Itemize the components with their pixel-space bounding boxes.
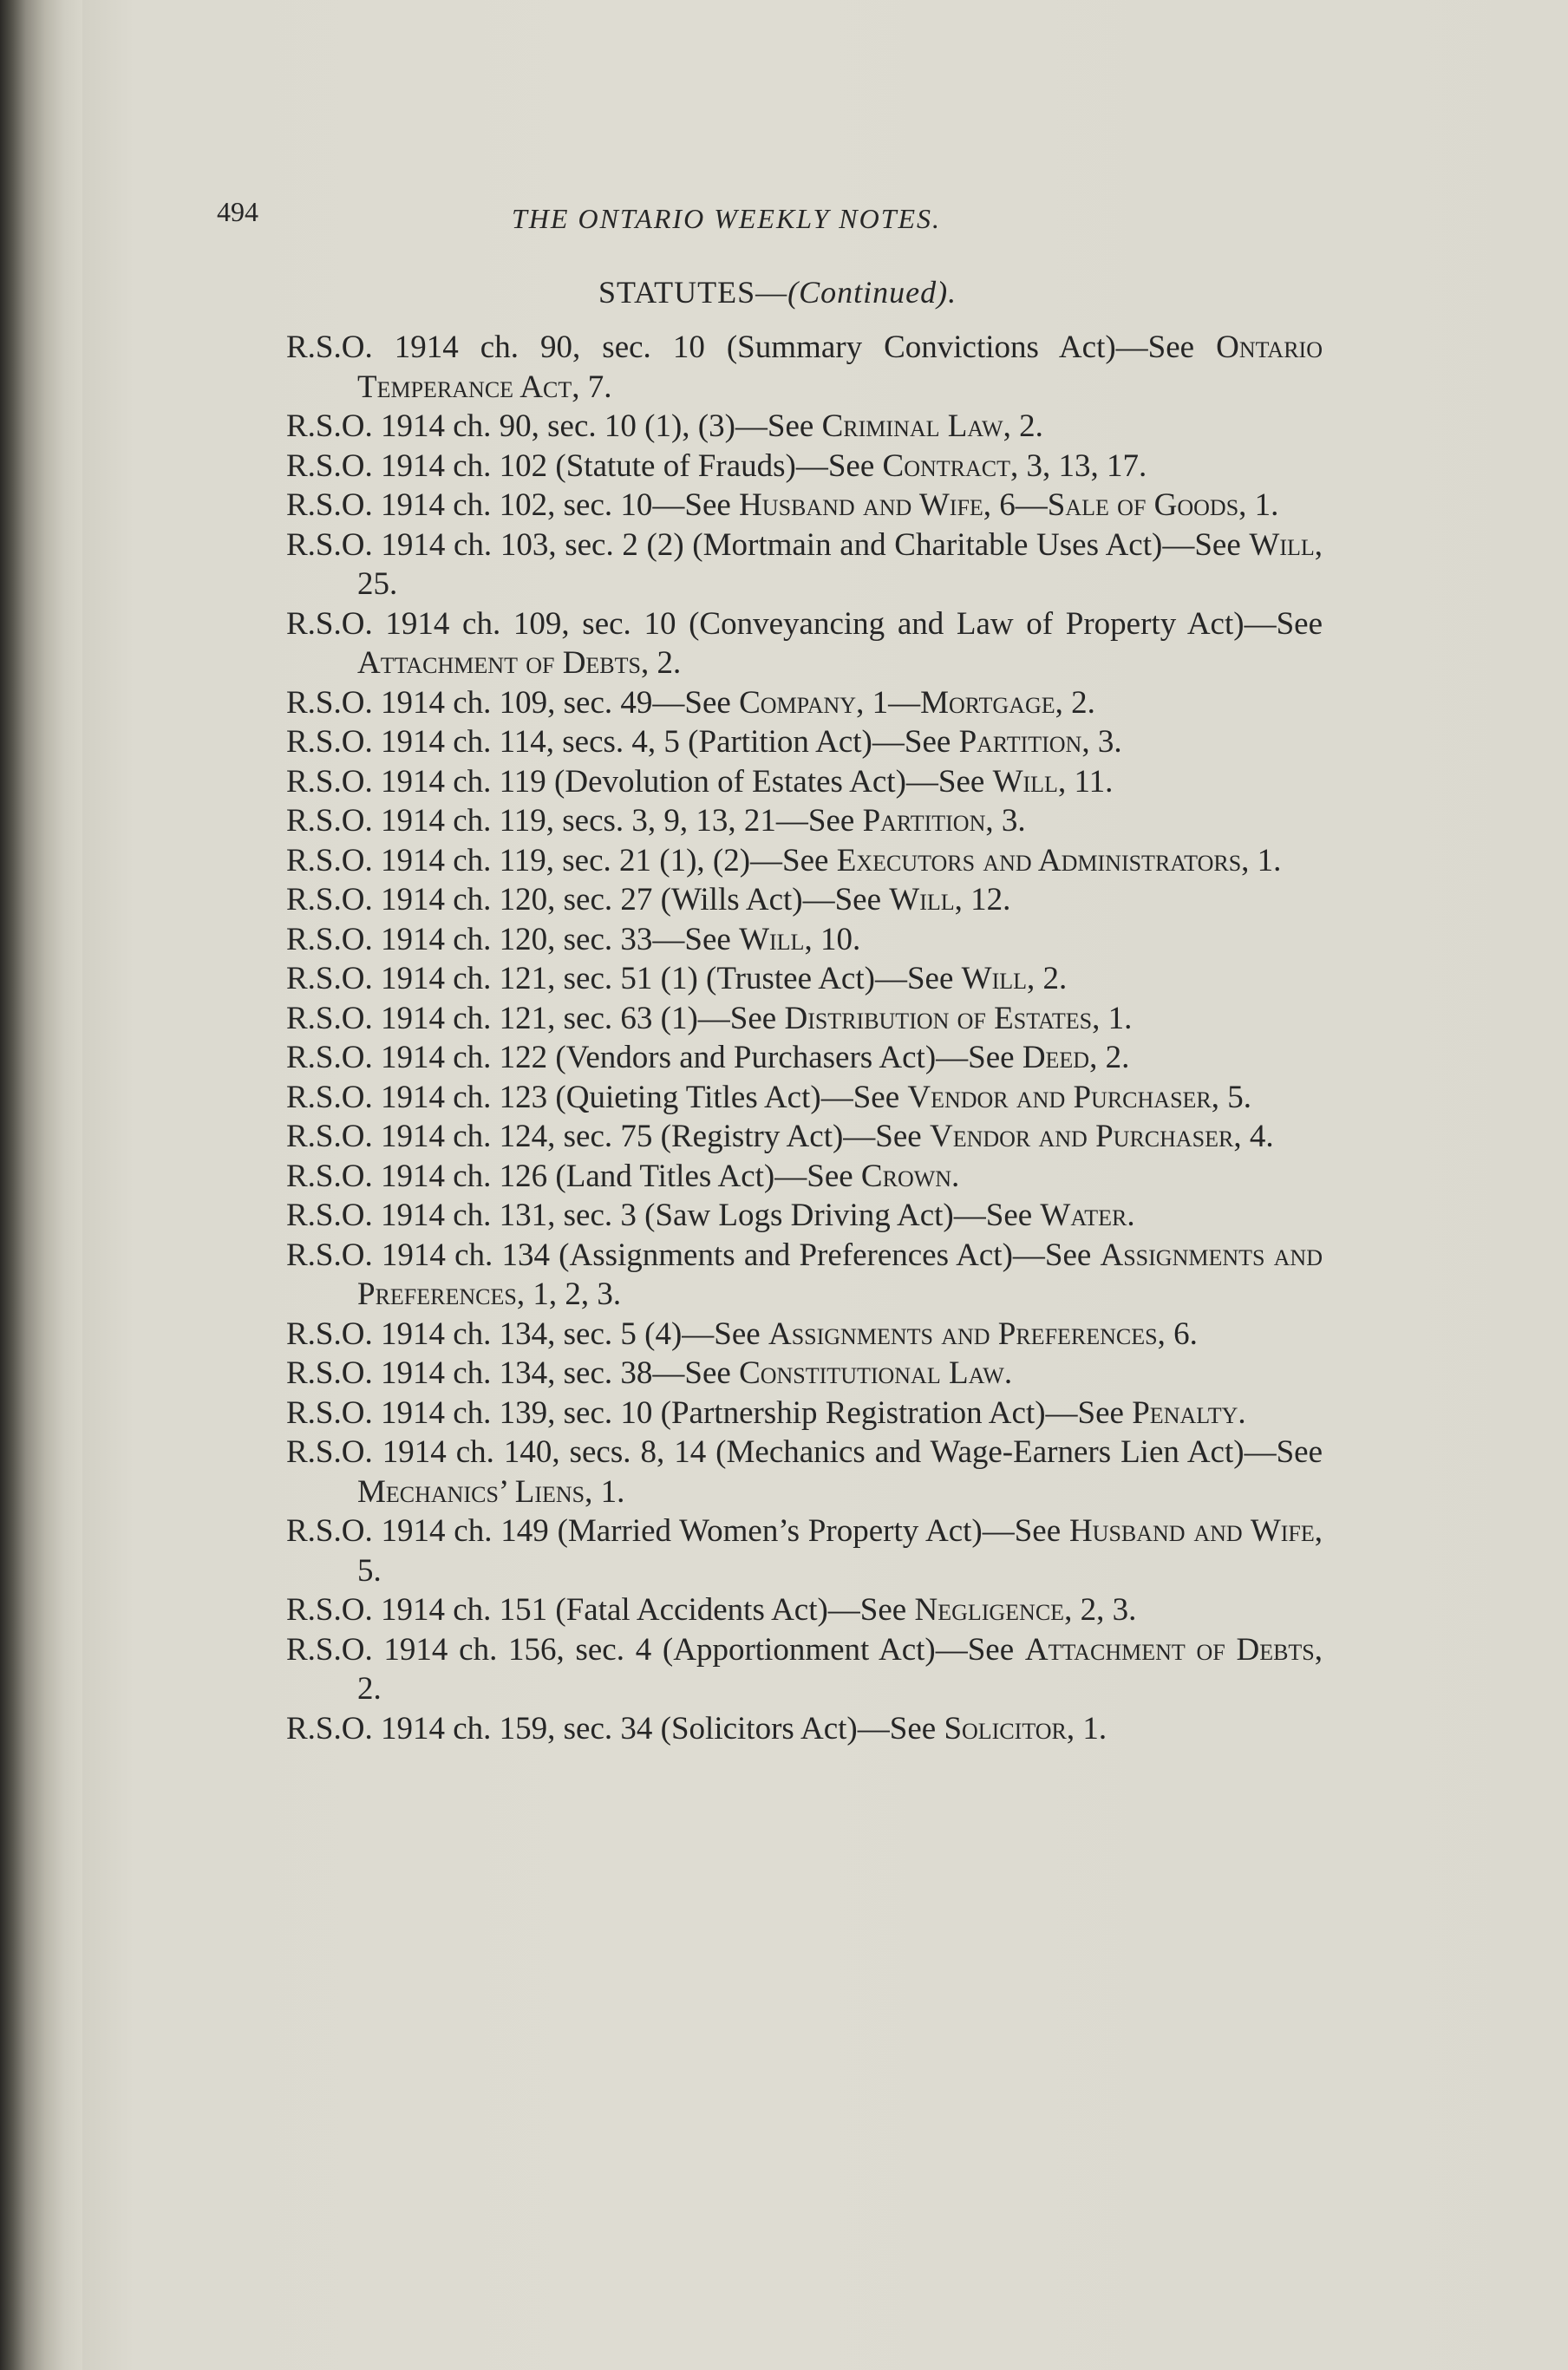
entry-tail: , 2.: [1027, 961, 1068, 996]
entry-text: R.S.O. 1914 ch. 134, sec. 5 (4)—See: [286, 1316, 768, 1352]
statute-entry: [286, 1354, 1323, 1394]
statute-entry: [286, 486, 1323, 526]
entry-reference: Assignments and Preferences: [357, 1237, 1323, 1312]
statute-entry: [286, 1078, 1323, 1118]
entry-tail: , 11.: [1057, 763, 1114, 800]
statute-entry: [286, 801, 1323, 841]
statute-entry: [286, 1590, 1323, 1630]
entry-tail: , 1—: [856, 684, 921, 721]
entry-reference: Will: [961, 961, 1027, 996]
entry-tail: , 3.: [1081, 724, 1122, 760]
entry-reference-second: Sale of Goods: [1047, 487, 1239, 523]
statute-entry: [286, 762, 1323, 802]
entry-reference: Solicitor: [944, 1710, 1067, 1746]
entry-reference: Partition: [862, 803, 986, 839]
entry-text: R.S.O. 1914 ch. 109, sec. 10 (Conveyancing and Law of Property Act)—See: [286, 605, 1323, 642]
entry-reference: Contract: [882, 447, 1010, 484]
entry-text: R.S.O. 1914 ch. 119, secs. 3, 9, 13, 21—See: [286, 803, 863, 839]
entry-text: R.S.O. 1914 ch. 121, sec. 63 (1)—See: [286, 1000, 785, 1036]
entry-text: R.S.O. 1914 ch. 134 (Assignments and Preferences Act)—See: [286, 1237, 1101, 1273]
entry-text: R.S.O. 1914 ch. 109, sec. 49—See: [286, 684, 740, 721]
statute-entry: [286, 999, 1323, 1039]
entry-reference: Husband and Wife: [1068, 1513, 1315, 1549]
statute-entry: [286, 526, 1323, 604]
entry-tail: , 1.: [1066, 1710, 1107, 1746]
entry-text: R.S.O. 1914 ch. 124, sec. 75 (Registry Act)—See: [286, 1119, 930, 1154]
statute-entry: [286, 1630, 1323, 1709]
entry-text: R.S.O. 1914 ch. 134, sec. 38—See: [286, 1355, 740, 1391]
statute-entry: [286, 407, 1323, 447]
entry-reference: Water: [1040, 1198, 1127, 1233]
entry-text: R.S.O. 1914 ch. 131, sec. 3 (Saw Logs Driving Act)—See: [286, 1198, 1041, 1233]
entry-reference: Deed: [1022, 1040, 1090, 1075]
entry-tail: .: [951, 1158, 960, 1194]
statute-entry: [286, 604, 1323, 683]
entry-tail: , 2.: [1089, 1040, 1130, 1075]
entry-text: R.S.O. 1914 ch. 159, sec. 34 (Solicitors Act)—See: [286, 1710, 944, 1746]
statute-entry: [286, 880, 1323, 920]
statute-entry: [286, 447, 1323, 486]
entry-reference: Will: [1249, 526, 1315, 563]
entry-tail: , 1.: [1241, 842, 1282, 878]
entry-tail: , 12.: [954, 882, 1011, 917]
entry-tail: , 1.: [1092, 1000, 1133, 1036]
entry-reference: Will: [739, 921, 805, 957]
entry-text: R.S.O. 1914 ch. 120, sec. 27 (Wills Act)—See: [286, 882, 890, 917]
entry-tail: , 5.: [357, 1513, 1323, 1589]
entry-text: R.S.O. 1914 ch. 119 (Devolution of Estates Act)—See: [286, 763, 993, 800]
entry-text: R.S.O. 1914 ch. 114, secs. 4, 5 (Partition Act)—See: [286, 724, 959, 760]
section-continued: (Continued).: [787, 275, 957, 310]
entry-reference: Mechanics’ Liens: [357, 1473, 585, 1510]
statute-entry: [286, 920, 1323, 960]
entry-text: R.S.O. 1914 ch. 139, sec. 10 (Partnership Registration Act)—See: [286, 1394, 1133, 1431]
statute-entry: [286, 1433, 1323, 1511]
statute-entry: [286, 328, 1323, 407]
entry-tail: , 3, 13, 17.: [1010, 447, 1147, 484]
entry-tail: , 10.: [804, 921, 861, 957]
entry-tail: , 1, 2, 3.: [516, 1276, 622, 1312]
entry-reference: Company: [739, 684, 857, 721]
entry-reference: Penalty: [1132, 1394, 1238, 1431]
entry-reference-second: Mortgage: [920, 684, 1055, 721]
entry-reference: Crown: [860, 1158, 952, 1194]
entry-reference: Vendor and Purchaser: [907, 1079, 1212, 1115]
section-heading: [598, 274, 957, 310]
entry-tail: , 4.: [1233, 1119, 1274, 1154]
entry-reference: Attachment of Debts: [1024, 1631, 1315, 1668]
entry-reference: Constitutional Law: [739, 1355, 1004, 1391]
entry-reference: Husband and Wife: [739, 487, 983, 523]
entry-tail: , 25.: [357, 526, 1323, 602]
entry-text: R.S.O. 1914 ch. 140, secs. 8, 14 (Mechanics and Wage-Earners Lien Act)—See: [286, 1434, 1323, 1470]
statute-entry: [286, 1511, 1323, 1590]
statute-entry: [286, 1038, 1323, 1078]
statute-entry: [286, 1394, 1323, 1433]
entry-text: R.S.O. 1914 ch. 121, sec. 51 (1) (Trustee Act)—See: [286, 961, 962, 996]
entry-tail: .: [1003, 1355, 1013, 1391]
entry-reference: Negligence: [914, 1592, 1065, 1628]
entry-tail: , 2.: [640, 645, 682, 681]
entry-reference: Ontario Temperance Act: [357, 330, 1323, 405]
entry-tail-second: , 2.: [1055, 684, 1095, 721]
entry-text: R.S.O. 1914 ch. 90, sec. 10 (1), (3)—See: [286, 408, 822, 444]
entry-text: R.S.O. 1914 ch. 119, sec. 21 (1), (2)—See: [286, 842, 837, 878]
entry-text: R.S.O. 1914 ch. 126 (Land Titles Act)—See: [286, 1158, 861, 1194]
entry-text: R.S.O. 1914 ch. 103, sec. 2 (2) (Mortmain and Charitable Uses Act)—See: [286, 526, 1250, 563]
statute-entry: [286, 841, 1323, 881]
entry-tail: , 3.: [985, 803, 1026, 839]
statute-entry: [286, 1236, 1323, 1315]
entry-reference: Assignments and Preferences: [768, 1316, 1158, 1352]
book-spine-shadow: [0, 0, 82, 2370]
statute-entry: [286, 1709, 1323, 1749]
entry-text: R.S.O. 1914 ch. 122 (Vendors and Purchasers Act)—See: [286, 1040, 1022, 1075]
entry-text: R.S.O. 1914 ch. 149 (Married Women’s Property Act)—See: [286, 1513, 1069, 1549]
entry-reference: Vendor and Purchaser: [929, 1119, 1234, 1154]
entry-tail: , 1.: [585, 1473, 625, 1510]
statute-entry: [286, 1117, 1323, 1157]
entry-text: R.S.O. 1914 ch. 102, sec. 10—See: [286, 487, 740, 523]
entry-tail: , 6.: [1157, 1316, 1198, 1352]
entry-tail: , 2.: [357, 1631, 1323, 1707]
entry-text: R.S.O. 1914 ch. 123 (Quieting Titles Act)—See: [286, 1079, 908, 1115]
entry-tail: , 6—: [983, 487, 1048, 523]
entry-reference: Distribution of Estates: [784, 1000, 1093, 1036]
entry-reference: Will: [992, 763, 1058, 800]
page-number: 494: [217, 196, 258, 227]
section-title: STATUTES—: [598, 275, 788, 310]
entry-text: R.S.O. 1914 ch. 90, sec. 10 (Summary Convictions Act)—See: [286, 330, 1217, 365]
entry-reference: Partition: [958, 724, 1082, 760]
statute-entry-list: [286, 328, 1323, 1748]
statute-entry: [286, 959, 1323, 999]
statute-entry: [286, 1196, 1323, 1236]
entry-tail: , 7.: [572, 369, 612, 405]
entry-tail: , 5.: [1211, 1079, 1252, 1115]
entry-tail: .: [1238, 1394, 1246, 1431]
entry-text: R.S.O. 1914 ch. 151 (Fatal Accidents Act)—See: [286, 1592, 915, 1628]
statute-entry: [286, 722, 1323, 762]
running-title: THE ONTARIO WEEKLY NOTES.: [512, 203, 942, 234]
statute-entry: [286, 1157, 1323, 1197]
statute-entry: [286, 683, 1323, 723]
entry-reference: Attachment of Debts: [357, 645, 641, 681]
statute-entry: [286, 1315, 1323, 1355]
entry-text: R.S.O. 1914 ch. 102 (Statute of Frauds)—See: [286, 447, 883, 484]
entry-reference: Executors and Administrators: [836, 842, 1242, 878]
entry-tail-second: , 1.: [1238, 487, 1279, 523]
entry-reference: Will: [889, 882, 955, 917]
entry-tail: , 2, 3.: [1064, 1592, 1137, 1628]
entry-tail: , 2.: [1003, 408, 1043, 444]
entry-text: R.S.O. 1914 ch. 156, sec. 4 (Apportionment Act)—See: [286, 1631, 1025, 1668]
entry-reference: Criminal Law: [821, 408, 1003, 444]
entry-text: R.S.O. 1914 ch. 120, sec. 33—See: [286, 921, 740, 957]
entry-tail: .: [1127, 1198, 1135, 1233]
